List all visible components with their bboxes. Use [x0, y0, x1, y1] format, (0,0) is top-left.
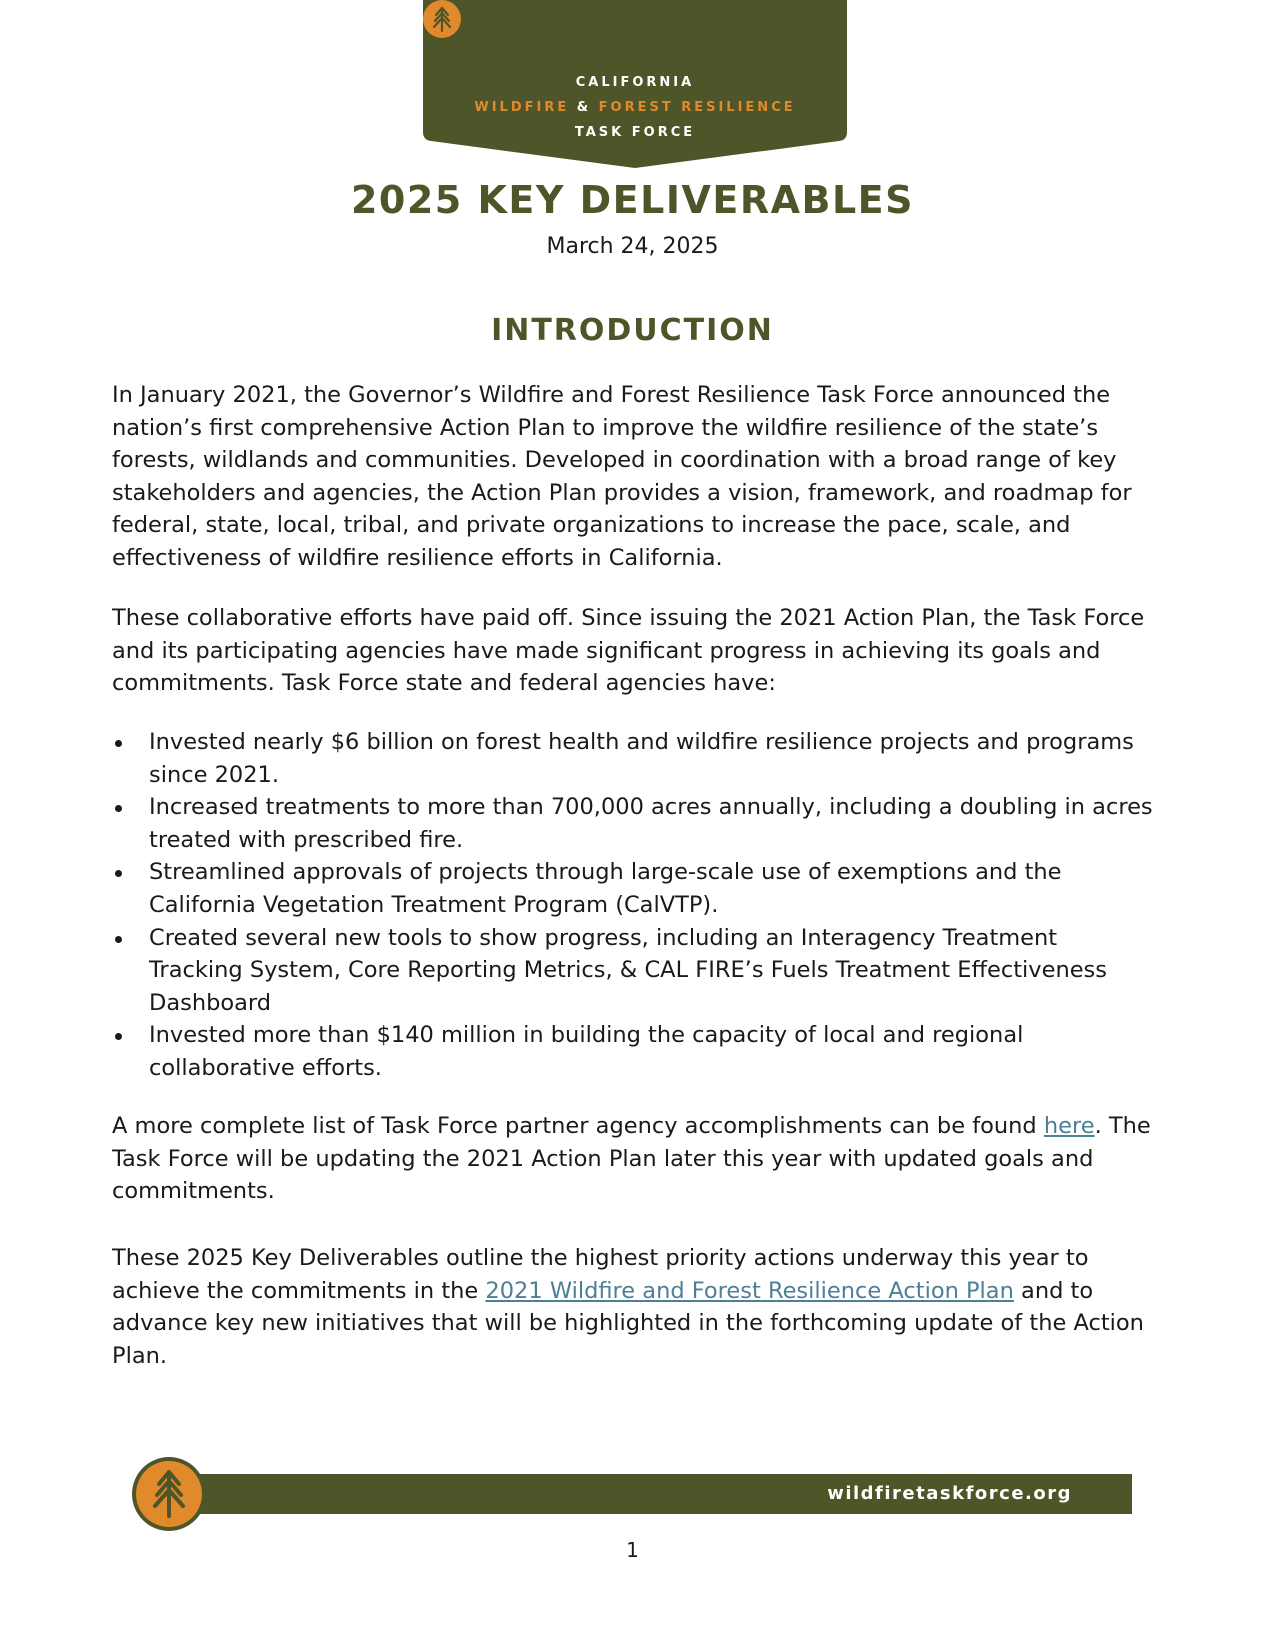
paragraph-accomplishments	[112, 1110, 1157, 1208]
list-item: Invested nearly $6 billion on forest health and wildfire resilience projects and programs since 2021.	[112, 726, 1157, 791]
org-name-wildfire: WILDFIRE	[474, 100, 570, 115]
footer-url: wildfiretaskforce.org	[827, 1483, 1072, 1504]
org-name-line1: CALIFORNIA	[575, 75, 695, 90]
document-date: March 24, 2025	[546, 234, 719, 259]
org-name-line2	[423, 100, 847, 115]
org-name-ampersand: &	[576, 100, 592, 115]
header-banner	[423, 0, 847, 168]
list-item: Increased treatments to more than 700,000 acres annually, including a doubling in acres treated with prescribed fire.	[112, 791, 1157, 856]
page-title: 2025 KEY DELIVERABLES	[350, 178, 915, 222]
section-heading: INTRODUCTION	[491, 313, 774, 348]
list-item: Created several new tools to show progress, including an Interagency Treatment Tracking System, Core Reporting Metrics, & CAL FIRE’s Fuels Treatment Effectiveness Dashboard	[112, 922, 1157, 1020]
paragraph-text: A more complete list of Task Force partner agency accomplishments can be found	[112, 1113, 1044, 1139]
paragraph-text: and to advance key new initiatives that will be highlighted in the forthcoming update of the Action Plan.	[112, 1277, 1144, 1369]
org-name-line3: TASK FORCE	[574, 125, 696, 140]
page-number: 1	[626, 1538, 639, 1562]
paragraph-key-deliverables	[112, 1242, 1157, 1372]
paragraph-text: These 2025 Key Deliverables outline the highest priority actions underway this year to achieve the commitments in the	[112, 1245, 1089, 1304]
org-name-forest-resilience: FOREST RESILIENCE	[598, 100, 796, 115]
tree-icon	[131, 1456, 207, 1532]
accomplishments-list	[112, 726, 1157, 1085]
paragraph-intro: In January 2021, the Governor’s Wildfire and Forest Resilience Task Force announced the nation’s first comprehensive Action Plan to improve the wildfire resilience of the state’s forests, wildlands and communities. Developed in coordination with a broad range of key stakeholders and agencies, the Action Plan provides a vision, framework, and roadmap for federal, state, local, tribal, and private organizations to increase the pace, scale, and effectiveness of wildfire resilience efforts in California.	[112, 382, 1132, 571]
action-plan-link[interactable]: 2021 Wildfire and Forest Resilience Action Plan	[485, 1277, 1014, 1304]
list-item: Streamlined approvals of projects through large-scale use of exemptions and the California Vegetation Treatment Program (CalVTP).	[112, 856, 1157, 921]
tree-icon	[423, 0, 461, 38]
footer-bar	[180, 1474, 1132, 1514]
here-link[interactable]: here	[1043, 1113, 1095, 1139]
paragraph-text: . The Task Force will be updating the 2021 Action Plan later this year with updated goals and commitments.	[112, 1113, 1151, 1205]
list-item: Invested more than $140 million in building the capacity of local and regional collaborative efforts.	[112, 1019, 1157, 1084]
paragraph-progress: These collaborative efforts have paid off. Since issuing the 2021 Action Plan, the Task Force and its participating agencies have made significant progress in achieving its goals and commitments. Task Force state and federal agencies have:	[112, 605, 1145, 697]
